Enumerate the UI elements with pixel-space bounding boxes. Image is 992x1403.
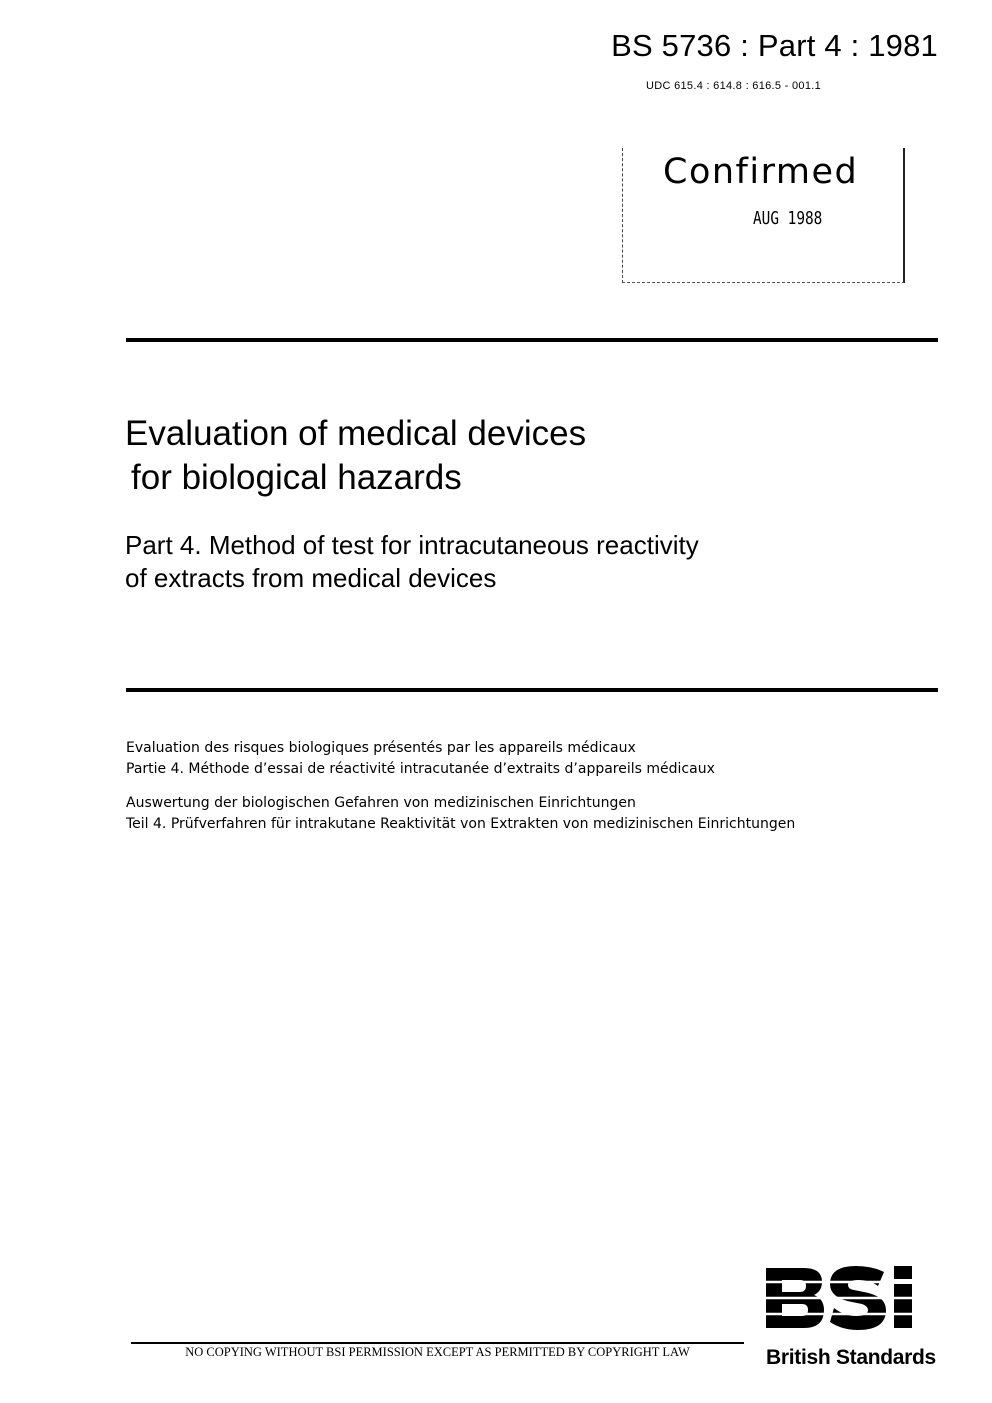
bottom-divider <box>126 688 938 692</box>
french-line-2: Partie 4. Méthode d’essai de réactivité intracutanée d’extraits d’appareils médicaux <box>126 761 715 777</box>
title-line-2: for biological hazards <box>131 458 462 497</box>
subtitle-line-1: Part 4. Method of test for intracutaneous reactivity <box>125 530 699 560</box>
standard-number: BS 5736 : Part 4 : 1981 <box>611 28 938 63</box>
bsi-logo <box>764 1262 944 1342</box>
stamp-date: AUG 1988 <box>753 208 823 229</box>
top-divider <box>126 338 938 342</box>
document-subtitle <box>125 529 699 595</box>
translations <box>126 738 795 848</box>
confirmed-stamp <box>622 148 905 283</box>
german-line-2: Teil 4. Prüfverfahren für intrakutane Reaktivität von Extrakten von medizinischen Einrichtungen <box>126 816 796 832</box>
bsi-logo-graphic <box>764 1262 944 1342</box>
brand-text: British Standards <box>766 1346 936 1369</box>
french-title <box>126 738 795 780</box>
german-line-1: Auswertung der biologischen Gefahren von medizinischen Einrichtungen <box>126 795 636 811</box>
subtitle-line-2: of extracts from medical devices <box>125 563 497 593</box>
stamp-word: Confirmed <box>663 152 859 192</box>
document-title <box>125 412 586 500</box>
title-line-1: Evaluation of medical devices <box>125 414 587 453</box>
french-line-1: Evaluation des risques biologiques présentés par les appareils médicaux <box>126 740 636 756</box>
german-title <box>126 793 795 835</box>
udc-code: UDC 615.4 : 614.8 : 616.5 - 001.1 <box>646 80 822 92</box>
copyright-notice: NO COPYING WITHOUT BSI PERMISSION EXCEPT AS PERMITTED BY COPYRIGHT LAW <box>131 1342 744 1360</box>
